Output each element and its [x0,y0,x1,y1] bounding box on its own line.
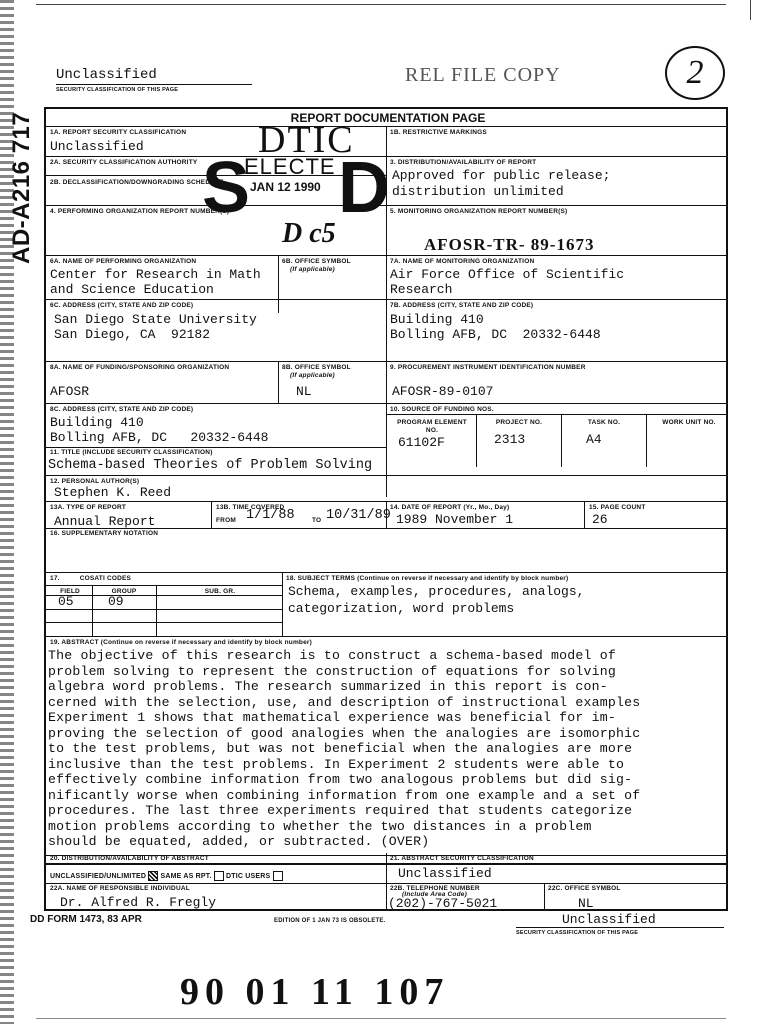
f7a-value-line1: Air Force Office of Scientific [390,267,625,282]
f14-value: 1989 November 1 [396,512,514,527]
f13a-value: Annual Report [54,514,156,529]
f16-label: 16. SUPPLEMENTARY NOTATION [50,530,159,537]
f6c-value-line2: San Diego, CA 92182 [54,327,211,342]
f22a-label: 22A. NAME OF RESPONSIBLE INDIVIDUAL [50,885,190,892]
f8a-label: 8A. NAME OF FUNDING/SPONSORING ORGANIZATION [50,364,230,371]
f22b-value: (202)-767-5021 [388,896,498,911]
abstract-line: motion problems according to whether the two distances in a problem [48,818,592,834]
f10-col-project: PROJECT NO. [495,419,543,426]
f9-value: AFOSR-89-0107 [392,384,494,399]
circled-number: 2 [665,46,725,100]
f15-value: 26 [592,512,608,527]
f8a-value: AFOSR [50,384,90,399]
header-classification: Unclassified [56,67,157,83]
f6b-label: 6B. OFFICE SYMBOL [282,258,351,265]
f13a-label: 13A. TYPE OF REPORT [50,504,127,511]
f10-val-task: A4 [586,432,602,447]
dtic-letter-d: D [338,148,390,228]
dtic-line2: ELECTE [244,154,336,179]
abstract-line: effectively combine information from two analogous problems but did sig- [48,772,633,787]
form-title: REPORT DOCUMENTATION PAGE [290,111,486,125]
f7b-label: 7B. ADDRESS (CITY, STATE AND ZIP CODE) [390,302,534,309]
f6a-value-line2: and Science Education [50,282,214,297]
f3-label: 3. DISTRIBUTION/AVAILABILITY OF REPORT [390,159,537,166]
f10-label: 10. SOURCE OF FUNDING NOS. [390,406,494,413]
file-copy-stamp: REL FILE COPY [405,64,561,86]
form-number: DD FORM 1473, 83 APR [30,914,142,925]
f8c-label: 8C. ADDRESS (CITY, STATE AND ZIP CODE) [50,406,194,413]
f9-label: 9. PROCUREMENT INSTRUMENT IDENTIFICATION NUMBER [390,364,586,371]
f3-value-line1: Approved for public release; [392,168,611,183]
footer-classification: Unclassified [562,912,656,927]
f13b-label: 13B. TIME COVERED [216,504,285,511]
footer-rule [516,927,724,928]
f10-col-program: PROGRAM ELEMENT NO. [397,419,467,434]
abstract-line: inclusive than the test problems. In Experiment 2 students were able to [48,756,625,772]
checkbox[interactable] [214,871,224,881]
right-rule [750,0,751,20]
f6a-value-line1: Center for Research in Math [50,267,261,282]
f20-opt-unclassified: UNCLASSIFIED/UNLIMITED [50,872,147,880]
f17-field-value: 05 [58,594,74,609]
f17-group-value: 09 [108,594,124,609]
f8c-value-line2: Bolling AFB, DC 20332-6448 [50,430,269,445]
abstract-text [48,648,728,850]
f6c-label: 6C. ADDRESS (CITY, STATE AND ZIP CODE) [50,302,194,309]
f2a-label: 2A. SECURITY CLASSIFICATION AUTHORITY [50,159,198,166]
f12-label: 12. PERSONAL AUTHOR(S) [50,478,140,485]
f18-label: 18. SUBJECT TERMS (Continue on reverse if necessary and identify by block number) [286,575,569,582]
f18-value-line1: Schema, examples, procedures, analogs, [288,584,585,599]
accession-number: AD-A216 717 [8,111,35,264]
f20-label: 20. DISTRIBUTION/AVAILABILITY OF ABSTRACT [50,855,209,862]
f8b-value: NL [296,384,312,399]
f18-value-line2: categorization, word problems [288,601,515,616]
f21-value: Unclassified [398,866,492,881]
f17-field-header: FIELD [60,588,80,595]
f22b-sub: (Include Area Code) [402,891,467,898]
f1b-label: 1B. RESTRICTIVE MARKINGS [390,129,487,136]
f10-val-project: 2313 [494,432,526,447]
abstract-line: problem solving to represent the construction of equations for solving [48,663,616,679]
f7b-value-line2: Bolling AFB, DC 20332-6448 [390,327,601,342]
header-classification-caption: SECURITY CLASSIFICATION OF THIS PAGE [56,87,179,93]
f1a-value: Unclassified [50,139,144,154]
dtic-handwritten: D c5 [282,218,336,249]
f17-group-header: GROUP [111,588,137,595]
f15-label: 15. PAGE COUNT [589,504,646,511]
f21-label: 21. ABSTRACT SECURITY CLASSIFICATION [390,855,534,862]
dtic-stamp [200,118,390,268]
form-bottom-section [44,853,728,911]
f19-label: 19. ABSTRACT (Continue on reverse if necessary and identify by block number) [50,639,313,646]
checkbox[interactable] [273,871,283,881]
dtic-line1: DTIC [258,119,355,161]
f13b-to-word: TO [312,517,322,524]
abstract-line: nificantly worse when combining information from one example and a set of [48,787,641,803]
footer-classification-caption: SECURITY CLASSIFICATION OF THIS PAGE [516,930,639,936]
abstract-line: procedures. The last three experiments required that students categorize [48,803,633,818]
top-rule [36,4,726,5]
f13b-from: 1/1/88 [246,508,295,523]
f20-options [50,871,283,881]
f13b-to: 10/31/89 [326,508,391,523]
f6a-label: 6A. NAME OF PERFORMING ORGANIZATION [50,258,197,265]
abstract-line: proving the selection of good analogies when the analogies are isomorphic [48,725,641,741]
f5-value: AFOSR-TR- 89-1673 [424,235,595,254]
f2b-label: 2B. DECLASSIFICATION/DOWNGRADING SCHEDULE [50,179,224,186]
big-number: 90 01 11 107 [180,971,450,1013]
f8b-sub: (If applicable) [290,372,335,379]
f7a-label: 7A. NAME OF MONITORING ORGANIZATION [390,258,535,265]
abstract-line: cerned with the selection, use, and description of instructional examples [48,694,641,710]
header-rule [56,84,252,85]
f10-val-program: 61102F [398,435,445,450]
f4-label: 4. PERFORMING ORGANIZATION REPORT NUMBER(S) [50,208,230,215]
f7a-value-line2: Research [390,282,453,297]
f20-opt-dtic: DTIC USERS [225,872,271,880]
dtic-letter-s: S [202,148,251,228]
f7b-value-line1: Building 410 [390,312,484,327]
f11-value: Schema-based Theories of Problem Solving [48,458,373,473]
f10-col-task: TASK NO. [587,419,621,426]
f5-label: 5. MONITORING ORGANIZATION REPORT NUMBER(S) [390,208,568,215]
f12-value: Stephen K. Reed [54,485,172,500]
f3-value-line2: distribution unlimited [392,184,564,199]
bottom-rule [36,1018,726,1019]
f22c-label: 22C. OFFICE SYMBOL [548,885,621,892]
f22b-label: 22B. TELEPHONE NUMBER [390,885,480,892]
abstract-line: to the test problems, but was not beneficial when the analogies are more [48,741,633,756]
abstract-line: should be equated, added, or subtracted. (OVER) [48,834,430,849]
f17-subgr-header: SUB. GR. [204,588,236,595]
f17-label: 17. COSATI CODES [50,575,132,582]
f1a-label: 1A. REPORT SECURITY CLASSIFICATION [50,129,187,136]
abstract-line: The objective of this research is to construct a schema-based model of [48,648,616,663]
f10-col-workunit: WORK UNIT NO. [662,419,716,426]
f6c-value-line1: San Diego State University [54,312,257,327]
f22c-value: NL [578,896,594,911]
dtic-date: JAN 12 1990 [250,180,321,194]
f8c-value-line1: Building 410 [50,415,144,430]
abstract-line: Experiment 1 shows that mathematical experience was beneficial for im- [48,710,616,725]
f14-label: 14. DATE OF REPORT (Yr., Mo., Day) [390,504,510,511]
f8b-label: 8B. OFFICE SYMBOL [282,364,351,371]
f13b-from-word: FROM [216,517,236,524]
edition-note: EDITION OF 1 JAN 73 IS OBSOLETE. [274,918,386,924]
f6b-sub: (If applicable) [290,266,335,273]
abstract-line: algebra word problems. The research summarized in this report is con- [48,679,608,694]
f20-opt-same: SAME AS RPT. [160,872,212,880]
checkbox-checked[interactable] [148,871,158,881]
f11-label: 11. TITLE (INCLUDE SECURITY CLASSIFICATION) [50,449,213,456]
f22a-value: Dr. Alfred R. Fregly [60,895,217,910]
